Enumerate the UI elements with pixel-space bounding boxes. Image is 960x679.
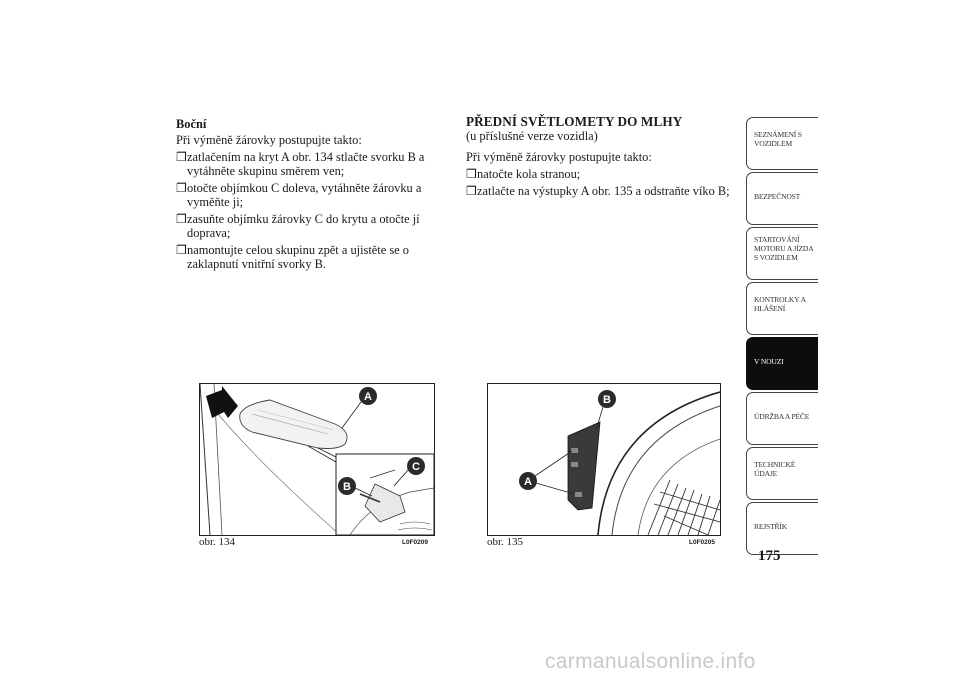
side-light-illustration: [200, 384, 434, 535]
figure-label-a: A: [364, 391, 372, 403]
section-subtitle: (u příslušné verze vozidla): [466, 129, 598, 143]
figure-label-a: A: [524, 476, 532, 488]
figure-label-c: C: [412, 461, 420, 473]
figure-label-b: B: [343, 481, 351, 493]
tab-startovani[interactable]: STARTOVÁNÍ MOTORU A JÍZDA S VOZIDLEM: [746, 227, 818, 280]
list-item: ❒ natočte kola stranou;: [466, 167, 581, 181]
tab-v-nouzi[interactable]: V NOUZI: [746, 337, 818, 390]
list-item: ❒ otočte objímkou C doleva, vytáhněte žárovku a vyměňte ji;: [176, 181, 422, 209]
figure-side-light: [199, 383, 435, 536]
checkbox-bullet-icon: ❒: [466, 167, 477, 181]
figure-caption: obr. 134: [199, 536, 236, 548]
list-item: ❒ zatlačením na kryt A obr. 134 stlačte svorku B a vytáhněte skupinu směrem ven;: [176, 150, 425, 178]
tab-kontrolky[interactable]: KONTROLKY A HLÁŠENÍ: [746, 282, 818, 335]
fog-light-illustration: [488, 384, 720, 535]
figure-fog-light: [487, 383, 721, 536]
checkbox-bullet-icon: ❒: [176, 181, 187, 195]
checkbox-bullet-icon: ❒: [466, 184, 477, 198]
arrow-icon: [206, 386, 238, 418]
figure-caption: obr. 135: [487, 536, 524, 548]
tab-bezpecnost[interactable]: BEZPEČNOST: [746, 172, 818, 225]
list-item: ❒ namontujte celou skupinu zpět a ujistěte se o zaklapnutí vnitřní svorky B.: [176, 243, 409, 271]
list-item: ❒ zatlačte na výstupky A obr. 135 a odstraňte víko B;: [466, 184, 730, 198]
page-number: 175: [758, 548, 781, 564]
section-subheading: Boční: [176, 117, 207, 131]
left-intro: Při výměně žárovky postupujte takto:: [176, 133, 362, 147]
figure-label-b: B: [603, 394, 611, 406]
tab-rejstrik[interactable]: REJSTŘÍK: [746, 502, 818, 555]
checkbox-bullet-icon: ❒: [176, 150, 187, 164]
chapter-tabs: [746, 117, 818, 557]
tab-udrzba[interactable]: ÚDRŽBA A PÉČE: [746, 392, 818, 445]
checkbox-bullet-icon: ❒: [176, 212, 187, 226]
figure-code: L0F0209: [402, 539, 429, 546]
figure-code: L0F0205: [689, 539, 716, 546]
tab-technicke-udaje[interactable]: TECHNICKÉ ÚDAJE: [746, 447, 818, 500]
right-column: [466, 115, 736, 201]
watermark: carmanualsonline.info: [545, 650, 756, 673]
tab-seznameni[interactable]: SEZNÁMENÍ S VOZIDLEM: [746, 117, 818, 170]
list-item: ❒ zasuňte objímku žárovky C do krytu a otočte jí doprava;: [176, 212, 420, 240]
left-column: [176, 117, 438, 274]
right-intro: Při výměně žárovky postupujte takto:: [466, 150, 652, 164]
section-heading: PŘEDNÍ SVĚTLOMETY DO MLHY: [466, 114, 683, 129]
checkbox-bullet-icon: ❒: [176, 243, 187, 257]
